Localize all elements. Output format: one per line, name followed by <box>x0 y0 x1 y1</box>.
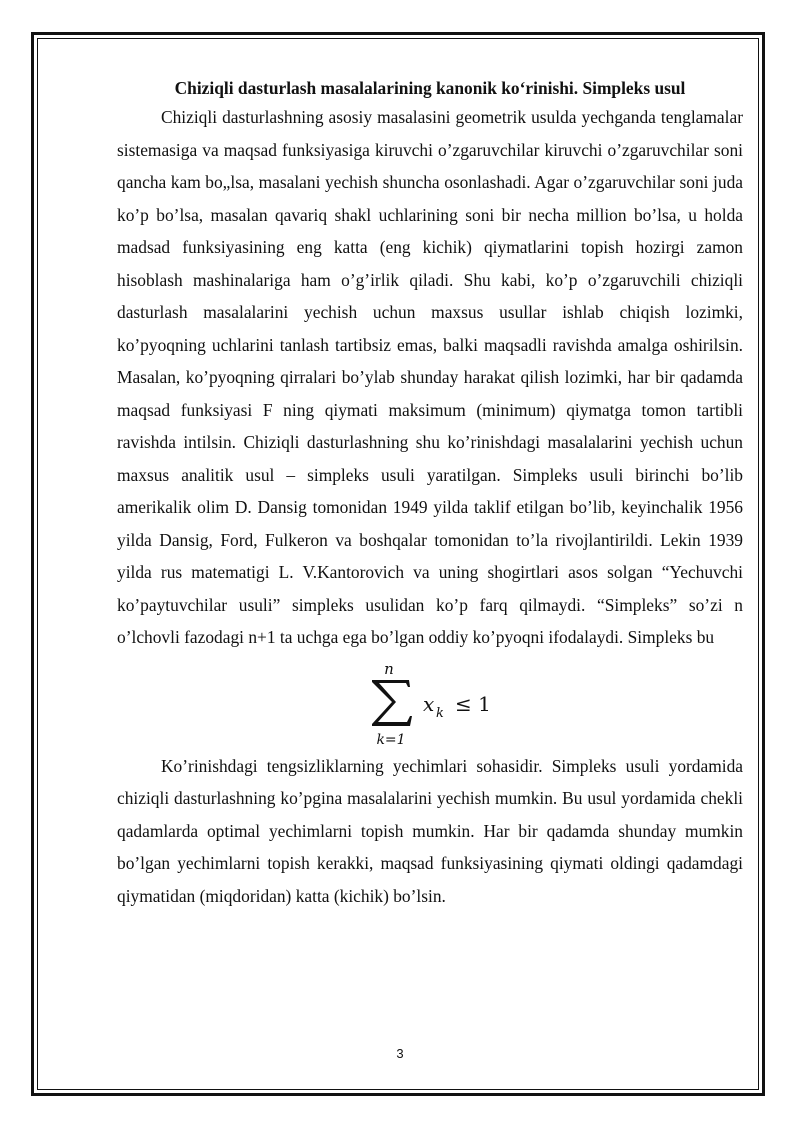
page-number: 3 <box>396 1046 404 1061</box>
summand-subscript: k <box>436 705 444 721</box>
summand-variable: x <box>423 691 435 716</box>
sum-upper-limit: n <box>384 659 394 678</box>
sum-formula <box>117 654 743 750</box>
document-title: Chiziqli dasturlash masalalarining kanonik ko‘rinishi. Simpleks usul <box>174 78 686 98</box>
document-body <box>117 75 743 912</box>
inequality-relation: ≤ 1 <box>455 691 491 716</box>
paragraph-conclusion: Ko’rinishdagi tengsizliklarning yechimlari sohasidir. Simpleks usuli yordamida chiziqli dasturlashning ko’pgina masalalarini yechish mumkin. Bu usul yordamida chekli qadamlarda optimal yechimlarni topish mumkin. Har bir qadamda shunday mumkin bo’lgan yechimlarni topish kerakki, maqsad funksiyasining qiymati oldingi qadamdagi qiymatidan (miqdoridan) katta (kichik) bo’lsin. <box>117 755 743 906</box>
sum-lower-limit: k=1 <box>376 731 406 748</box>
sigma-symbol <box>372 680 412 726</box>
paragraph-intro: Chiziqli dasturlashning asosiy masalasini geometrik usulda yechganda tenglamalar sistemasiga va maqsad funksiyasiga kiruvchi o’zgaruvchilar kiruvchi o’zgaruvchilar soni qancha kam bo„lsa, masalani yechish shuncha osonlashadi. Agar o’zgaruvchilar soni juda ko’p bo’lsa, masalan qavariq shakl uchlarining soni bir necha million bo’lsa, u holda madsad funksiyasining eng katta (eng kichik) qiymatlarini topish hozirgi zamon hisoblash mashinalariga ham o’g’irlik qiladi. Shu kabi, ko’p o’zgaruvchili chiziqli dasturlash masalalarini yechish uchun maxsus usullar ishlab chiqish lozimki, ko’pyoqning uchlarini tanlash tartibsiz emas, balki maqsadli ravishda amalga oshirilsin. Masalan, ko’pyoqning qirralari bo’ylab shunday harakat qilish lozimki, har bir qadamda maqsad funksiyasi F ning qiymati maksimum (minimum) qiymatga tomon tartibli ravishda intilsin. Chiziqli dasturlashning shu ko’rinishdagi masalalarini yechish uchun maxsus analitik usul – simpleks usuli yaratilgan. Simpleks usuli birinchi bo’lib amerikalik olim D. Dansig tomonidan 1949 yilda taklif etilgan bo’lib, keyinchalik 1956 yilda Dansig, Ford, Fulkeron va boshqalar tomonidan to’la rivojlantirildi. Lekin 1939 yilda rus matematigi L. V.Kantorovich va uning shogirtlari asos solgan “Yechuvchi ko’paytuvchilar usuli” simpleks usulidan ko’p farq qilmaydi. “Simpleks” so’zi n o’lchovli fazodagi n+1 ta uchga ega bo’lgan oddiy ko’pyoqni ifodalaydi. Simpleks bu <box>117 107 743 647</box>
